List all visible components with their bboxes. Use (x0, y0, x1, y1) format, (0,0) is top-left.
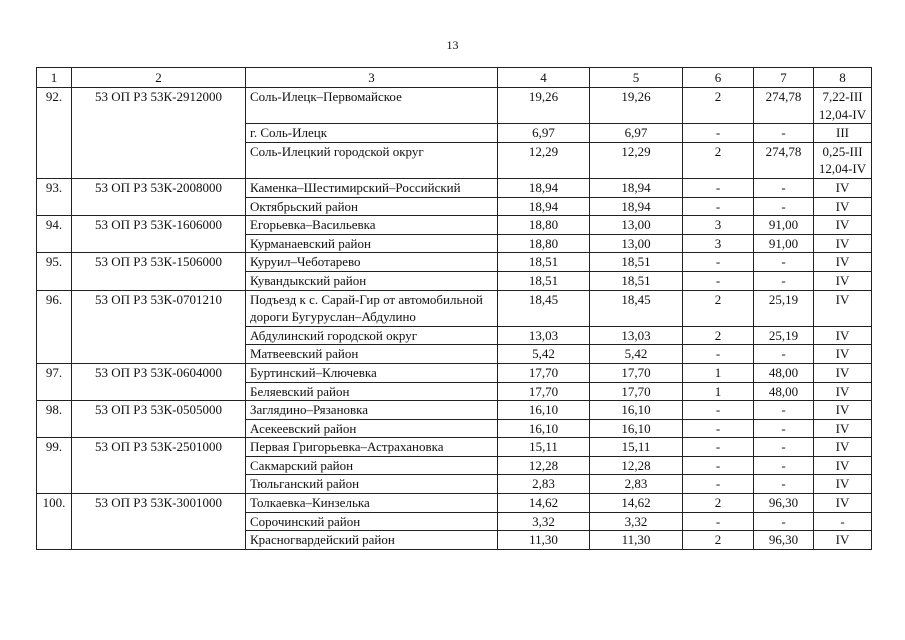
bridges-count-cell: 2 (683, 494, 754, 513)
length-total-cell: 3,32 (498, 512, 590, 531)
category-cell: IV (814, 271, 872, 290)
bridges-length-cell: 48,00 (754, 382, 814, 401)
header-cell: 3 (246, 68, 498, 88)
bridges-length-cell: - (754, 271, 814, 290)
road-code-cell: 53 ОП РЗ 53К-2008000 (72, 178, 246, 215)
category-cell: IV (814, 290, 872, 326)
road-code-cell: 53 ОП РЗ 53К-3001000 (72, 494, 246, 550)
header-row (37, 68, 872, 88)
header-cell: 2 (72, 68, 246, 88)
length-paved-cell: 18,51 (590, 253, 683, 272)
length-paved-cell: 5,42 (590, 345, 683, 364)
category-cell: - (814, 512, 872, 531)
bridges-length-cell: 25,19 (754, 290, 814, 326)
length-total-cell: 12,29 (498, 142, 590, 178)
table-row (37, 88, 872, 124)
length-total-cell: 12,28 (498, 456, 590, 475)
length-total-cell: 17,70 (498, 382, 590, 401)
header-cell: 6 (683, 68, 754, 88)
category-cell: 7,22-III 12,04-IV (814, 88, 872, 124)
length-paved-cell: 3,32 (590, 512, 683, 531)
bridges-count-cell: 1 (683, 382, 754, 401)
road-code-cell: 53 ОП РЗ 53К-2912000 (72, 88, 246, 179)
road-name-cell: Толкаевка–Кинзелька (246, 494, 498, 513)
length-paved-cell: 17,70 (590, 382, 683, 401)
road-name-cell: Асекеевский район (246, 419, 498, 438)
length-paved-cell: 13,00 (590, 234, 683, 253)
length-total-cell: 6,97 (498, 124, 590, 143)
bridges-length-cell: 96,30 (754, 494, 814, 513)
length-paved-cell: 14,62 (590, 494, 683, 513)
road-name-cell: Первая Григорьевка–Астрахановка (246, 438, 498, 457)
category-cell: III (814, 124, 872, 143)
length-paved-cell: 2,83 (590, 475, 683, 494)
category-cell: IV (814, 438, 872, 457)
length-paved-cell: 12,28 (590, 456, 683, 475)
road-name-cell: Красногвардейский район (246, 531, 498, 550)
bridges-count-cell: - (683, 438, 754, 457)
road-name-cell: Каменка–Шестимирский–Российский (246, 178, 498, 197)
category-cell: IV (814, 253, 872, 272)
length-paved-cell: 18,51 (590, 271, 683, 290)
length-total-cell: 11,30 (498, 531, 590, 550)
bridges-count-cell: 1 (683, 363, 754, 382)
row-number-cell: 99. (37, 438, 72, 494)
length-total-cell: 18,94 (498, 197, 590, 216)
bridges-count-cell: 3 (683, 234, 754, 253)
length-total-cell: 18,94 (498, 178, 590, 197)
bridges-length-cell: 25,19 (754, 326, 814, 345)
length-total-cell: 18,51 (498, 271, 590, 290)
bridges-count-cell: - (683, 475, 754, 494)
table-row (37, 290, 872, 326)
bridges-count-cell: - (683, 178, 754, 197)
road-name-cell: Сорочинский район (246, 512, 498, 531)
road-name-cell: Сакмарский район (246, 456, 498, 475)
road-name-cell: Соль-Илецкий городской округ (246, 142, 498, 178)
row-number-cell: 96. (37, 290, 72, 363)
road-code-cell: 53 ОП РЗ 53К-0701210 (72, 290, 246, 363)
header-cell: 7 (754, 68, 814, 88)
row-number-cell: 100. (37, 494, 72, 550)
bridges-count-cell: - (683, 197, 754, 216)
bridges-count-cell: 2 (683, 531, 754, 550)
length-total-cell: 16,10 (498, 401, 590, 420)
bridges-count-cell: - (683, 253, 754, 272)
category-cell: IV (814, 419, 872, 438)
road-name-cell: Октябрьский район (246, 197, 498, 216)
road-code-cell: 53 ОП РЗ 53К-0604000 (72, 363, 246, 400)
bridges-count-cell: - (683, 124, 754, 143)
header-cell: 4 (498, 68, 590, 88)
category-cell: IV (814, 345, 872, 364)
page-number: 13 (446, 38, 459, 52)
bridges-count-cell: 2 (683, 326, 754, 345)
bridges-length-cell: - (754, 401, 814, 420)
length-paved-cell: 18,94 (590, 197, 683, 216)
bridges-length-cell: - (754, 345, 814, 364)
table-row (37, 438, 872, 457)
table-row (37, 178, 872, 197)
table-row (37, 494, 872, 513)
bridges-length-cell: 48,00 (754, 363, 814, 382)
road-name-cell: Абдулинский городской округ (246, 326, 498, 345)
bridges-length-cell: - (754, 124, 814, 143)
bridges-length-cell: - (754, 456, 814, 475)
bridges-length-cell: 96,30 (754, 531, 814, 550)
row-number-cell: 92. (37, 88, 72, 179)
road-name-cell: Куруил–Чеботарево (246, 253, 498, 272)
category-cell: IV (814, 401, 872, 420)
length-paved-cell: 13,00 (590, 216, 683, 235)
length-paved-cell: 15,11 (590, 438, 683, 457)
row-number-cell: 93. (37, 178, 72, 215)
length-paved-cell: 11,30 (590, 531, 683, 550)
row-number-cell: 97. (37, 363, 72, 400)
length-paved-cell: 18,94 (590, 178, 683, 197)
category-cell: IV (814, 531, 872, 550)
bridges-length-cell: - (754, 178, 814, 197)
road-name-cell: Курманаевский район (246, 234, 498, 253)
length-paved-cell: 16,10 (590, 401, 683, 420)
length-total-cell: 2,83 (498, 475, 590, 494)
road-name-cell: Матвеевский район (246, 345, 498, 364)
road-name-cell: Беляевский район (246, 382, 498, 401)
category-cell: IV (814, 216, 872, 235)
length-total-cell: 13,03 (498, 326, 590, 345)
bridges-length-cell: 274,78 (754, 88, 814, 124)
bridges-length-cell: - (754, 197, 814, 216)
road-name-cell: г. Соль-Илецк (246, 124, 498, 143)
table-row (37, 216, 872, 235)
length-total-cell: 17,70 (498, 363, 590, 382)
length-total-cell: 16,10 (498, 419, 590, 438)
row-number-cell: 98. (37, 401, 72, 438)
length-total-cell: 18,45 (498, 290, 590, 326)
length-paved-cell: 17,70 (590, 363, 683, 382)
table-row (37, 253, 872, 272)
length-paved-cell: 13,03 (590, 326, 683, 345)
category-cell: 0,25-III 12,04-IV (814, 142, 872, 178)
road-code-cell: 53 ОП РЗ 53К-1606000 (72, 216, 246, 253)
category-cell: IV (814, 178, 872, 197)
length-total-cell: 5,42 (498, 345, 590, 364)
header-cell: 8 (814, 68, 872, 88)
category-cell: IV (814, 326, 872, 345)
bridges-length-cell: 274,78 (754, 142, 814, 178)
category-cell: IV (814, 475, 872, 494)
bridges-count-cell: 2 (683, 88, 754, 124)
road-name-cell: Кувандыкский район (246, 271, 498, 290)
header-cell: 1 (37, 68, 72, 88)
road-name-cell: Заглядино–Рязановка (246, 401, 498, 420)
length-paved-cell: 19,26 (590, 88, 683, 124)
bridges-length-cell: 91,00 (754, 216, 814, 235)
road-name-cell: Тюльганский район (246, 475, 498, 494)
road-name-cell: Соль-Илецк–Первомайское (246, 88, 498, 124)
road-code-cell: 53 ОП РЗ 53К-0505000 (72, 401, 246, 438)
bridges-count-cell: - (683, 456, 754, 475)
bridges-count-cell: 2 (683, 142, 754, 178)
length-total-cell: 18,80 (498, 234, 590, 253)
length-paved-cell: 12,29 (590, 142, 683, 178)
bridges-count-cell: - (683, 345, 754, 364)
header-cell: 5 (590, 68, 683, 88)
bridges-count-cell: - (683, 271, 754, 290)
road-name-cell: Подъезд к с. Сарай-Гир от автомобильной дороги Бугуруслан–Абдулино (246, 290, 498, 326)
table-row (37, 401, 872, 420)
category-cell: IV (814, 234, 872, 253)
bridges-count-cell: 3 (683, 216, 754, 235)
length-total-cell: 18,51 (498, 253, 590, 272)
length-total-cell: 19,26 (498, 88, 590, 124)
length-paved-cell: 18,45 (590, 290, 683, 326)
category-cell: IV (814, 456, 872, 475)
category-cell: IV (814, 382, 872, 401)
roads-table (36, 67, 872, 550)
category-cell: IV (814, 197, 872, 216)
length-total-cell: 15,11 (498, 438, 590, 457)
category-cell: IV (814, 363, 872, 382)
table-row (37, 363, 872, 382)
row-number-cell: 94. (37, 216, 72, 253)
bridges-length-cell: - (754, 512, 814, 531)
length-total-cell: 18,80 (498, 216, 590, 235)
road-code-cell: 53 ОП РЗ 53К-1506000 (72, 253, 246, 290)
bridges-count-cell: - (683, 419, 754, 438)
bridges-length-cell: - (754, 253, 814, 272)
length-paved-cell: 6,97 (590, 124, 683, 143)
bridges-count-cell: - (683, 512, 754, 531)
category-cell: IV (814, 494, 872, 513)
bridges-length-cell: - (754, 475, 814, 494)
length-paved-cell: 16,10 (590, 419, 683, 438)
road-name-cell: Буртинский–Ключевка (246, 363, 498, 382)
road-code-cell: 53 ОП РЗ 53К-2501000 (72, 438, 246, 494)
bridges-count-cell: 2 (683, 290, 754, 326)
bridges-length-cell: - (754, 419, 814, 438)
row-number-cell: 95. (37, 253, 72, 290)
road-name-cell: Егорьевка–Васильевка (246, 216, 498, 235)
bridges-length-cell: 91,00 (754, 234, 814, 253)
bridges-length-cell: - (754, 438, 814, 457)
bridges-count-cell: - (683, 401, 754, 420)
length-total-cell: 14,62 (498, 494, 590, 513)
